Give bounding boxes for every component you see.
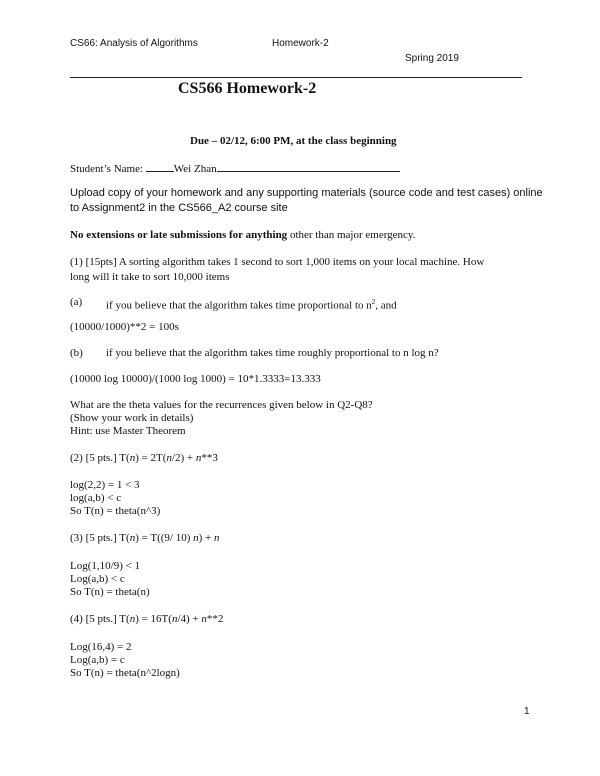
q2-mid: ) = 2T( [135,452,167,464]
q2-work-1: log(2,2) = 1 < 3 [70,479,140,491]
theta-line-2: (Show your work in details) [70,412,194,424]
theta-line-3: Hint: use Master Theorem [70,425,186,437]
policy-rest: other than major emergency. [287,229,416,241]
header-doc: Homework-2 [272,38,329,49]
q2-recurrence [70,452,218,465]
student-name: Wei Zhan [173,163,217,175]
q1a-question [106,296,397,313]
q1a-tail: , and [375,299,397,312]
q2-var2: n [166,452,172,464]
q1b-question: if you believe that the algorithm takes time roughly proportional to n log n? [106,347,439,359]
theta-line-1: What are the theta values for the recurrences given below in Q2-Q8? [70,399,373,411]
q4-var3: n [201,613,207,625]
q3-work-1: Log(1,10/9) < 1 [70,560,141,572]
q2-mid2: /2) + [171,452,196,464]
q3-var2: n [193,532,199,544]
q4-var1: n [129,613,136,625]
q3-var1: n [129,532,136,544]
student-label: Student’s Name: [70,163,144,175]
q1b-answer: (10000 log 10000)/(1000 log 1000) = 10*1.3333=13.333 [70,373,321,385]
q1a-label: (a) [70,296,83,308]
q2-work-2: log(a,b) < c [70,492,122,504]
q3-work-3: So T(n) = theta(n) [70,586,150,598]
q1b-label: (b) [70,347,83,359]
upload-line-2: to Assignment2 in the CS566_A2 course site [70,202,288,214]
q2-tail: **3 [201,452,218,464]
q4-recurrence [70,613,223,626]
policy-line [70,229,415,242]
q3-mid: ) = T((9/ 10) [135,532,194,544]
q1a-text: if you believe that the algorithm takes time proportional to n [106,299,372,312]
q1-line-2: long will it take to sort 10,000 items [70,271,230,283]
q3-prefix: (3) [5 pts.] T( [70,532,130,544]
q4-mid: ) = 16T( [135,613,172,625]
policy-bold: No extensions or late submissions for anything [70,229,288,241]
q3-recurrence [70,532,220,545]
q4-prefix: (4) [5 pts.] T( [70,613,130,625]
student-line [70,161,400,176]
q4-tail: **2 [206,613,224,625]
q3-work-2: Log(a,b) < c [70,573,125,585]
q3-tail: ) + [198,532,214,544]
q4-mid2: /4) + [177,613,202,625]
header-term: Spring 2019 [405,53,459,64]
q1a-answer: (10000/1000)**2 = 100s [70,321,179,333]
student-blank-post [217,161,400,172]
q2-var1: n [129,452,136,464]
q1a-sup: 2 [371,298,376,306]
due-line: Due – 02/12, 6:00 PM, at the class beginning [190,135,397,147]
q2-var3: n [195,452,202,464]
header-rule [70,77,522,78]
q4-work-3: So T(n) = theta(n^2logn) [70,667,180,679]
student-blank-pre [146,161,174,172]
q4-var2: n [171,613,178,625]
upload-line-1: Upload copy of your homework and any supporting materials (source code and test cases) online [70,187,543,199]
page-number: 1 [524,706,530,717]
q4-work-1: Log(16,4) = 2 [70,641,132,653]
page-title: CS566 Homework-2 [178,80,317,97]
header-course: CS66: Analysis of Algorithms [70,38,198,49]
q1-line-1: (1) [15pts] A sorting algorithm takes 1 second to sort 1,000 items on your local machine. How [70,256,485,268]
q2-work-3: So T(n) = theta(n^3) [70,505,161,517]
q4-work-2: Log(a,b) = c [70,654,125,666]
q3-var3: n [214,532,220,544]
q2-prefix: (2) [5 pts.] T( [70,452,130,464]
